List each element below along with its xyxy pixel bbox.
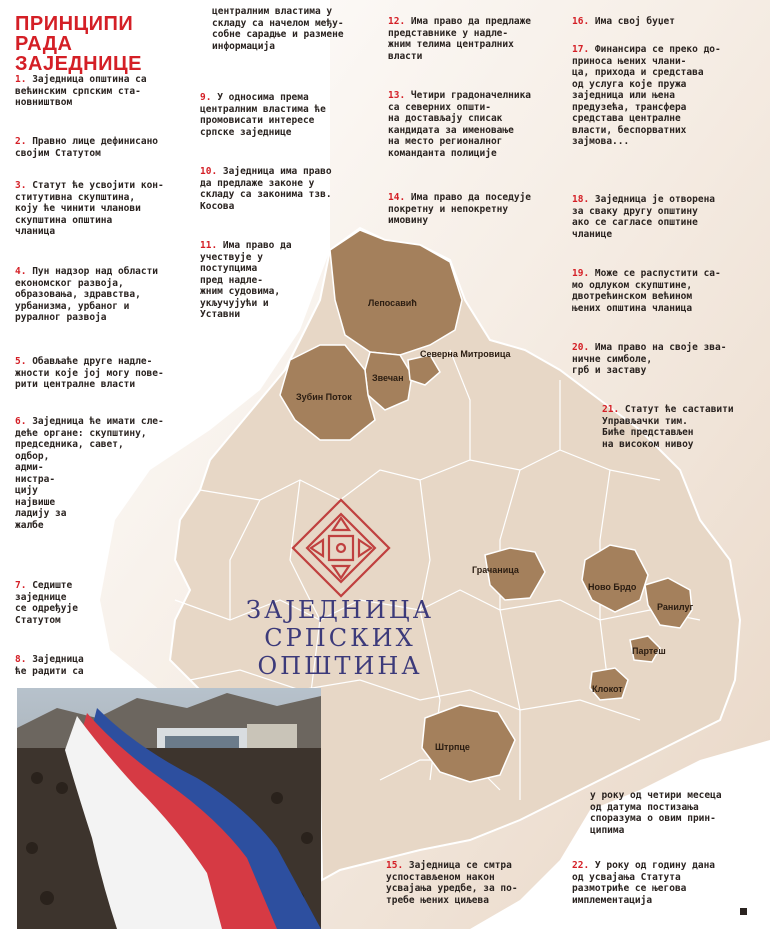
brand-line-3: ОПШТИНА bbox=[257, 652, 423, 680]
label-zvecan: Звечан bbox=[372, 373, 404, 383]
principle-5: 5. Обављаће друге надле- жности које јој могу пове- рити централне власти bbox=[15, 356, 164, 390]
principle-17: 17. Финансира се преко до- приноса њених члани- ца, прихода и средстава од услуга које пружа заједница или њена предузећа, трансфера средстава централне власти, беспорватних зајмова... bbox=[572, 44, 721, 147]
principle-10: 10. Заједница има право да предлаже законе у складу са законима тзв. Косова bbox=[200, 166, 332, 212]
rally-photo bbox=[17, 688, 321, 929]
principle-21: 21. Статут ће саставити Управљачки тим. Биће представљен на високом нивоу bbox=[602, 404, 734, 450]
page-title bbox=[15, 14, 195, 74]
principle-15: 15. Заједница се смтра успостављеном након усвајања уредбе, за по- требе њених циљева bbox=[386, 860, 518, 906]
principle-7: 7. Седиште заједнице се одређује Статутом bbox=[15, 580, 78, 626]
principle-1: 1. Заједница општина са већинским српским ста- новништвом bbox=[15, 74, 147, 108]
principle-12: 12. Има право да предлаже представнике у надле- жним телима централних власти bbox=[388, 16, 532, 62]
end-mark bbox=[740, 908, 747, 915]
principle-6: 6. Заједница ће имати сле- деће органе: скупштину, председника, савет, одбор, адми- нистра- цију највише ладију за жалбе bbox=[15, 416, 164, 531]
label-novo-brdo: Ново Брдо bbox=[588, 582, 637, 592]
principle-18: 18. Заједница је отворена за сваку другу општину ако се сагласе општине чланице bbox=[572, 194, 716, 240]
principle-4: 4. Пун надзор над области економског развоја, образовања, здравства, урбанизма, урбаног и руралног развоја bbox=[15, 266, 159, 323]
principle-2: 2. Правно лице дефинисано својим Статутом bbox=[15, 136, 159, 159]
principle-3: 3. Статут ће усвојити кон- ститутивна скупштина, коју ће чинити чланови скупштина општина чланица bbox=[15, 180, 164, 237]
brand-line-2: СРПСКИХ bbox=[264, 624, 416, 652]
principle-11: 11. Има право да учествује у поступцима пред надле- жним судовима, укључујући и Уставни bbox=[200, 240, 292, 320]
label-north-mitrovica: Северна Митровица bbox=[420, 349, 511, 359]
principle-13: 13. Четири градоначелника са северних општи- на достављају списак кандидата за именовање на место регионалног команданта полиције bbox=[388, 90, 532, 159]
principle-22: 22. У року од годину дана од усвајања Статута размотриће се његова имплементација bbox=[572, 860, 716, 906]
principle-8: 8. Заједница ће радити са bbox=[15, 654, 84, 677]
label-klokot: Клокот bbox=[592, 684, 623, 694]
principle-14: 14. Има право да поседује покретну и непокретну имовину bbox=[388, 192, 532, 226]
principle-9: 9. У односима према централним властима ће промовисати интересе српске заједнице bbox=[200, 92, 326, 138]
label-strpce: Штрпце bbox=[435, 742, 470, 752]
label-leposavic: Лепосавић bbox=[368, 298, 417, 308]
brand-line-1: ЗАЈЕДНИЦА bbox=[246, 596, 434, 624]
principle-21-continued: у року од четири месеца од датума постизања споразума о овим прин- ципима bbox=[590, 790, 722, 836]
principle-20: 20. Има право на своје зва- ничне симболе, грб и заставу bbox=[572, 342, 727, 376]
label-zubin-potok: Зубин Поток bbox=[296, 392, 352, 402]
title-line-1: ПРИНЦИПИ РАДА bbox=[15, 13, 134, 55]
label-gracanica: Грачаница bbox=[472, 565, 519, 575]
principle-19: 19. Може се распустити са- мо одлуком скупштине, двотрећинском већином њених општина чланица bbox=[572, 268, 721, 314]
principle-8-continued: централним властима у складу са начелом међу- собне сарадње и размене информација bbox=[212, 6, 344, 52]
label-partes: Партеш bbox=[632, 646, 666, 656]
title-line-2: ЗАЈЕДНИЦЕ bbox=[15, 53, 142, 75]
label-ranilug: Ранилуг bbox=[657, 602, 694, 612]
principle-16: 16. Има свој буџет bbox=[572, 16, 675, 27]
